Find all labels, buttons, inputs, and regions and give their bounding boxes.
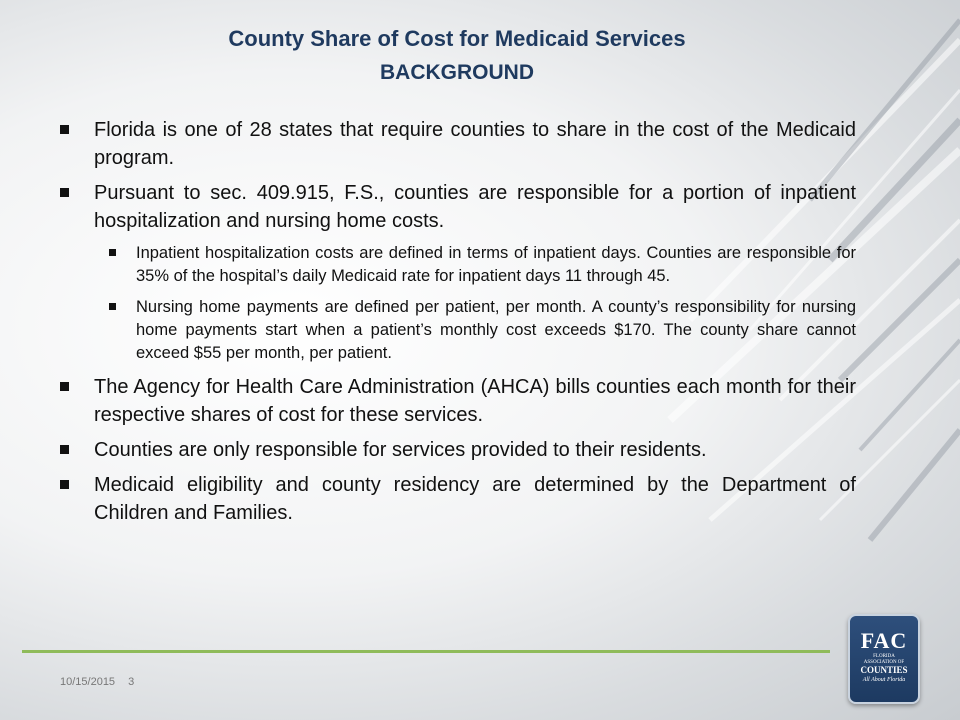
bullet-item	[56, 373, 856, 429]
sub-bullet-item	[94, 296, 856, 365]
square-bullet-icon	[109, 303, 116, 310]
logo-line-association: ASSOCIATION OF	[863, 660, 905, 665]
footer-date: 10/15/2015	[60, 676, 116, 688]
square-bullet-icon	[60, 445, 69, 454]
slide-title-line-1: County Share of Cost for Medicaid Services	[228, 26, 686, 51]
sub-bullet-text: Nursing home payments are defined per patient, per month. A county’s responsibility for nursing home payments start when a patient’s monthly cost exceeds $170. The county share cannot exceed $55 per month, per patient.	[136, 298, 856, 362]
logo-mark: FAC	[860, 628, 908, 653]
bullet-item	[56, 116, 856, 172]
square-bullet-icon	[60, 480, 69, 489]
slide-subtitle: BACKGROUND	[380, 61, 534, 84]
square-bullet-icon	[60, 382, 69, 391]
square-bullet-icon	[60, 188, 69, 197]
slide-title	[0, 22, 914, 90]
page-number: 3	[128, 676, 135, 688]
bullet-text: Florida is one of 28 states that require counties to share in the cost of the Medicaid program.	[94, 119, 856, 169]
logo-tagline: All About Florida	[862, 677, 906, 683]
logo-line-florida: FLORIDA	[873, 654, 895, 659]
bullet-item	[56, 436, 856, 464]
sub-bullet-item	[94, 242, 856, 288]
bullet-text: Counties are only responsible for services provided to their residents.	[94, 439, 707, 461]
footer-divider	[22, 650, 830, 653]
bullet-list	[56, 116, 856, 534]
square-bullet-icon	[60, 125, 69, 134]
bullet-text: Medicaid eligibility and county residency are determined by the Department of Children and Families.	[94, 474, 856, 524]
logo-line-counties: COUNTIES	[860, 665, 908, 675]
bullet-text: The Agency for Health Care Administration (AHCA) bills counties each month for their respective shares of cost for these services.	[94, 376, 856, 426]
bullet-text: Pursuant to sec. 409.915, F.S., counties are responsible for a portion of inpatient hospitalization and nursing home costs.	[94, 182, 856, 232]
sub-bullet-text: Inpatient hospitalization costs are defined in terms of inpatient days. Counties are responsible for 35% of the hospital’s daily Medicaid rate for inpatient days 11 through 45.	[136, 244, 856, 285]
bullet-item	[56, 471, 856, 527]
slide-footer	[60, 676, 144, 688]
fac-logo	[848, 614, 920, 704]
bullet-item	[56, 179, 856, 235]
square-bullet-icon	[109, 249, 116, 256]
